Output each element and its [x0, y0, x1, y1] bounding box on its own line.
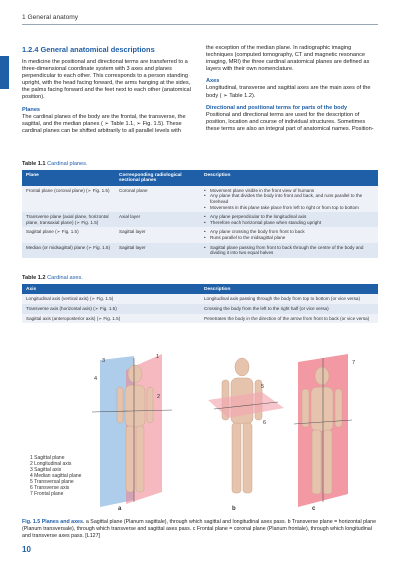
panel-a-illustration — [92, 354, 172, 507]
paragraph-directional-terms: Positional and directional terms are used for the description of position, location and course of individual structures. Sometimes these terms are also an integral part of anatomical names. Position- — [206, 111, 374, 132]
table-cell: Sagittal layer — [119, 229, 146, 235]
table-cell — [200, 212, 378, 227]
header-divider — [22, 24, 378, 25]
running-header: 1 General anatomy — [22, 14, 79, 21]
table-cell: Sagittal axis (anteroposterior axis) (➢ Fig. 1.5) — [26, 315, 121, 321]
text-column-left — [22, 45, 194, 135]
list-item: • Sagittal plane passing from front to back through the centre of the body and dividing it into two equal halves — [204, 245, 374, 256]
table1-header-radiological: Corresponding radiological sectional planes — [119, 172, 182, 183]
table2-title: Cardinal axes. — [47, 275, 83, 281]
page-number: 10 — [22, 545, 31, 554]
list-item: • Any plane perpendicular to the longitudinal axis — [204, 214, 374, 220]
human-figure-b — [222, 358, 265, 493]
figure-caption-label: Fig. 1.5 Planes and axes. — [22, 519, 85, 525]
figure-caption — [22, 519, 378, 539]
num-label-6: 6 — [263, 420, 267, 426]
table-cell: Frontal plane (coronal plane) (➢ Fig. 1.5) — [26, 187, 110, 193]
legend-item: 2 Longitudinal axis — [30, 461, 72, 467]
table-row — [22, 186, 378, 212]
figure-legend — [30, 455, 81, 497]
table-cell — [200, 227, 378, 242]
num-label-2: 2 — [157, 394, 161, 400]
legend-item: 6 Transverse axis — [30, 485, 70, 491]
table2-header-axis: Axis — [26, 286, 37, 292]
section-title: 1.2.4 General anatomical descriptions — [22, 45, 155, 54]
table1-number: Table 1.1 — [22, 161, 46, 167]
table-row — [22, 227, 378, 242]
table1-header-row — [22, 170, 378, 186]
paragraph-planes-cont: the exception of the median plane. In radiographic imaging techniques (computed tomography, CT and magnetic resonance imaging, MRI) the three cardinal anatomical planes are defined as layers with their own nomenclature. — [206, 45, 370, 73]
table2-caption — [22, 275, 83, 281]
legend-item: 1 Sagittal plane — [30, 455, 65, 461]
panel-label-b: b — [232, 506, 236, 512]
table-cell — [200, 243, 378, 258]
table2-number: Table 1.2 — [22, 275, 46, 281]
list-item: • Therefore each horizontal plane when standing upright — [204, 220, 374, 226]
legend-item: 4 Median sagittal plane — [30, 473, 82, 479]
list-item: • Movement plane visible in the front view of humans — [204, 188, 374, 194]
paragraph-planes: The cardinal planes of the body are the frontal, the transverse, the sagittal, and the median planes ( ➢ Table 1.1, ➢ Fig. 1.5). These cardinal planes can be shifted arbitrarily to all parallel levels with — [22, 113, 186, 134]
table-cell: Sagittal layer — [119, 244, 146, 250]
table-row — [22, 314, 378, 324]
table-cell: Axial layer — [119, 214, 141, 220]
panel-label-a: a — [118, 506, 122, 512]
subheading-axes: Axes — [206, 78, 220, 85]
table-cell: Median (or midsagittal) plane (➢ Fig. 1.5) — [26, 244, 111, 250]
table-row — [22, 212, 378, 227]
legend-item: 3 Sagittal axis — [30, 467, 62, 473]
table-cell: Penetrates the body in the direction of the arrow from front to back (or vice versa) — [204, 315, 370, 321]
paragraph-intro: In medicine the positional and directional terms are transferred to a three-dimensional coordinate system with 3 axes and planes perpendicular to each other. This corresponds to a person standing upright, with the head facing forward, the arms hanging at the sides, the palms facing forward and the feet next to each other (anatomical position). — [22, 59, 191, 101]
table-cell: Coronal plane — [119, 187, 148, 193]
paragraph-axes: Longitudinal, transverse and sagittal axes are the main axes of the body ( ➢ Table 1.2). — [206, 85, 371, 99]
text-column-right — [206, 45, 378, 133]
table1-header-plane: Plane — [26, 172, 39, 178]
table2-header-description: Description — [204, 286, 231, 292]
table-cell: Transverse axis (horizontal axis) (➢ Fig. 1.5) — [26, 306, 117, 311]
table1-caption — [22, 161, 88, 167]
panel-c-illustration — [294, 354, 352, 507]
figure-caption-text: a Sagittal plane (Planum sagittale), through which sagittal and longitudinal axes pass. b Transverse plane = horizontal plane (Planum transversale), through which transverse and sagittal axes pass. c Frontal plane = coronal plane (Planum frontale), through which longitudinal and transverse axes pass. [L127] — [22, 519, 377, 539]
table-row — [22, 243, 378, 258]
table-cell: Transverse plane (axial plane, horizontal plane, transaxial plane) (➢ Fig. 1.5) — [26, 214, 109, 225]
num-label-7: 7 — [352, 360, 356, 366]
subheading-planes: Planes — [22, 106, 41, 113]
table1-title: Cardinal planes. — [47, 161, 88, 167]
table-row — [22, 294, 378, 304]
list-item: • Movements in this plane take place from left to right or from top to bottom — [204, 205, 374, 211]
table-cell: Longitudinal axis (vertical axis) (➢ Fig. 1.5) — [26, 296, 114, 302]
legend-item: 5 Transversal plane — [30, 479, 74, 485]
table-cell: Longitudinal axis passing through the body from top to bottom (or vice versa) — [204, 296, 361, 302]
cardinal-axes-table — [22, 284, 378, 323]
list-item: • Any plane that divides the body into front and back, and runs parallel to the forehead — [204, 193, 374, 204]
table-cell: Sagittal plane (➢ Fig. 1.5) — [26, 229, 79, 235]
table-cell: Crossing the body from the left to the right half (or vice versa) — [204, 306, 329, 311]
cardinal-planes-table — [22, 170, 378, 258]
list-item: • Runs parallel to the midsagittal plane — [204, 235, 374, 241]
table1-header-description: Description — [204, 172, 231, 178]
panel-b-illustration — [208, 358, 284, 493]
list-item: • Any plane crossing the body from front to back — [204, 229, 374, 235]
chapter-tab-marker — [0, 56, 9, 89]
num-label-4: 4 — [94, 376, 98, 382]
num-label-5: 5 — [261, 384, 265, 390]
table-row — [22, 304, 378, 314]
table-cell — [200, 186, 378, 212]
num-label-1: 1 — [156, 354, 160, 360]
subheading-directional-terms: Directional and positional terms for parts of the body — [206, 104, 348, 111]
transverse-plane — [208, 392, 284, 418]
panel-label-c: c — [312, 506, 316, 512]
num-label-3: 3 — [102, 358, 106, 364]
table2-header-row — [22, 284, 378, 294]
legend-item: 7 Frontal plane — [30, 491, 64, 497]
